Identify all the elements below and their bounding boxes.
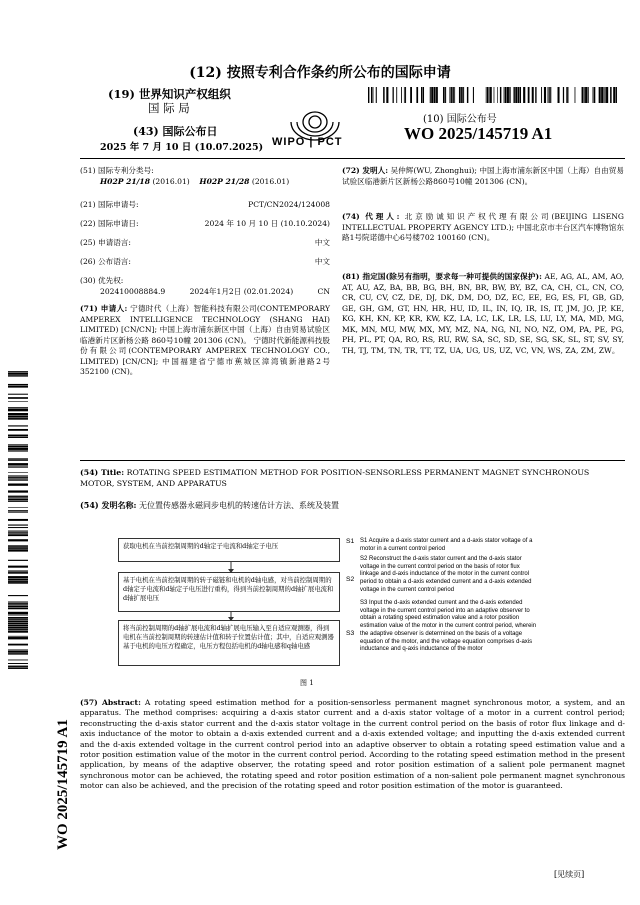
app-no-row [80,200,330,211]
applicant-section [80,304,330,378]
pub-number: WO 2025/145719 A1 [404,124,553,143]
divider [80,158,625,159]
barcode-bar [8,507,28,508]
applicant-text: 宁德时代（上海）智能科技有限公司(CONTEMPORARY AMPEREX INTELLIGENCE TECHNOLOGY (SHANG HAI) LIMITED) [CN/CN]; 中国上海市浦东新区中国（上海）自由贸易试验区临港新片区新杨公路 860号10幢 201306 (CN)。 宁德时代新能源科技股份有限公司(CONTEMPORARY AMPEREX TECHNOLOGY CO., LIMITED) [CN/CN]; 中国福建省宁德市蕉城区漳湾镇新港路2号 352100 (CN)。 [80,304,330,376]
barcode-bar [459,87,461,103]
barcode-bar [567,87,568,103]
filing-lang-row [80,238,330,249]
app-no: PCT/CN2024/124008 [248,200,330,209]
barcode-bar [8,466,28,467]
title-cn-text: 无位置传感器永磁同步电机的转速估计方法、系统及装置 [139,501,339,510]
barcode-side [8,370,28,670]
barcode-bar [8,490,28,492]
barcode-bar [8,533,28,534]
figure-caption: 图 1 [300,679,314,687]
barcode-bar [8,612,28,614]
barcode-bar [594,87,596,103]
barcode-bar [500,87,501,103]
barcode-bar [8,375,28,376]
barcode-bar [8,499,28,501]
barcode-bar [8,401,28,402]
agent-label: (74) 代理人: [342,212,400,221]
inventor-section [342,166,624,187]
priority-date: 2024年1月2日 (02.01.2024) [189,286,294,296]
barcode-bar [8,651,28,653]
step-label-s2: S2 [346,576,355,583]
flow-step-3 [118,620,340,666]
flow-step-3-text: 将当前控制周期的d轴扩展电流和d轴扩展电压输入至自适应观测器，得到电机在当前控制周期的转速估计值和转子位置估计值；其中，自适应观测器基于电机的电压方程确定，电压方程包括电机的d轴电感和q轴电感 [123,624,334,650]
barcode-bar [8,446,28,447]
flow-step-2-text: 基于电机在当前控制周期的转子磁链和电机的d轴电感，对当前控制周期的d轴定子电流和d轴定子电压进行重构，得到当前控制周期的d轴扩展电流和d轴扩展电压 [123,576,334,602]
barcode-bar [563,87,564,103]
barcode-bar [487,87,488,103]
barcode-bar [8,501,28,502]
barcode-bar [373,87,374,103]
barcode-bar [8,595,28,596]
barcode-bar [467,87,468,103]
barcode-bar [8,407,28,408]
barcode-bar [421,87,422,103]
barcode-bar [513,87,514,103]
barcode-bar [507,87,509,103]
barcode-bar [443,87,445,103]
filing-row [80,219,330,230]
barcode-bar [606,87,608,103]
barcode-bar [8,386,28,388]
barcode-bar [8,604,28,605]
designated-text: AE, AG, AL, AM, AO, AT, AU, AZ, BA, BB, BG, BH, BN, BR, BW, BY, BZ, CA, CH, CL, CN, CO, CR, CU, CV, CZ, DE, DJ, DK, DM, DO, DZ, EC, EE, EG, ES, FI, GB, GD, GE, GH, GM, GT, HN, HR, HU, ID, IL, IN, IQ, IR, IS, IT, JM, JO, JP, KE, KG, KH, KN, KP, KR, KW, KZ, LA, LC, LK, LR, LS, LU, LY, MA, MD, MG, MK, MN, MU, MW, MX, MY, MZ, NA, NG, NI, NO, NZ, OM, PA, PE, PG, PH, PL, PT, QA, RO, RS, RU, RW, SA, SC, SD, SE, SG, SK, SL, ST, SV, SY, TH, TJ, TM, TN, TR, TT, TZ, UA, UG, US, UZ, VC, VN, WS, ZA, ZM, ZW。 [342,272,624,355]
barcode-bar [410,87,412,103]
barcode-bar [461,87,463,103]
barcode-bar [8,519,28,521]
barcode-bar [488,87,489,103]
barcode-bar [434,87,436,103]
title-cn [80,500,625,511]
barcode-bar [494,87,495,103]
barcode-bar [8,458,28,459]
designated-label: (81) 指定国(除另有指明，要求每一种可提供的国家保护): [342,272,542,281]
barcode-bar [8,479,28,480]
barcode-bar [8,413,28,415]
continued-label: [见续页] [554,870,585,879]
barcode-bar [8,663,28,664]
barcode-bar [8,524,28,525]
barcode-bar [588,87,589,103]
barcode-bar [8,570,28,571]
barcode-bar [8,496,28,497]
barcode-bar [601,87,603,103]
barcode-bar [8,545,28,547]
barcode-bar [8,666,28,667]
barcode-bar [431,87,433,103]
barcode-bar [549,87,550,103]
barcode-bar [454,87,455,103]
barcode-bar [575,87,576,103]
barcode-bar [8,371,28,372]
barcode-bar [8,576,28,578]
barcode-bar [8,617,28,619]
barcode-bar [8,603,28,604]
barcode-bar [8,623,28,624]
title-cn-label: (54) 发明名称: [80,500,137,510]
org-name: (19) 世界知识产权组织 [108,87,231,101]
barcode-bar [368,87,369,103]
barcode-bar [535,87,536,103]
barcode-bar [8,463,28,465]
barcode-bar [486,87,487,103]
barcode-bar [8,566,28,568]
barcode-bar [558,87,560,103]
org-bureau: 国 际 局 [148,101,190,115]
barcode-bar [8,602,28,603]
barcode-bar [8,560,28,561]
title-en [80,467,625,489]
barcode-bar [497,87,498,103]
barcode-bar [490,87,492,103]
pub-date-label: (43) 国际公布日 [133,125,218,138]
barcode-bar [541,87,542,103]
barcode-bar [8,409,28,411]
barcode-bar [8,527,28,528]
document-title: (12) 按照专利合作条约所公布的国际申请 [189,65,451,81]
barcode-bar [436,87,438,103]
barcode-bar [8,547,28,549]
barcode-bar [8,384,28,385]
barcode-bar [452,87,454,103]
agent-text: 北京励诚知识产权代理有限公司(BEIJING LISENG INTELLECTUAL PROPERTY AGENCY LTD.); 中国北京市丰台区汽车博物馆东路1号院诺德中心6号楼702 100160 (CN)。 [342,212,624,242]
barcode-bar [8,510,28,511]
ipc-class-2-date: (2016.01) [251,176,290,186]
barcode-bar [8,394,28,395]
barcode-bar [423,87,424,103]
barcode-bar [416,87,418,103]
barcode-bar [8,549,28,551]
step-desc-s1: S1 Acquire a d-axis stator current and a d-axis stator voltage of a motor in a current control period [360,538,533,552]
barcode-bar [449,87,450,103]
barcode-bar [8,636,28,637]
barcode-bar [532,87,534,103]
step-label-s3: S3 [346,630,355,637]
barcode-bar [8,667,28,669]
barcode-bar [8,429,28,431]
barcode-bar [8,539,28,541]
applicant-label: (71) 申请人: [80,304,128,313]
barcode-bar [518,87,519,103]
barcode-bar [8,418,28,420]
barcode-bar [593,87,594,103]
priority-section [80,276,330,297]
abstract-label: (57) Abstract: [80,698,141,707]
barcode-bar [8,531,28,532]
barcode-bar [8,450,28,451]
barcode-bar [528,87,530,103]
app-no-label: (21) 国际申请号: [80,200,139,209]
barcode-bar [8,483,28,485]
priority-country: CN [317,286,330,296]
barcode-bar [8,579,28,581]
barcode-bar [548,87,549,103]
barcode-bar [8,436,28,438]
barcode-bar [8,581,28,583]
barcode-bar [585,87,587,103]
filing-lang: 中文 [314,238,330,247]
barcode-bar [8,608,28,609]
barcode-bar [8,373,28,375]
barcode-bar [8,629,28,630]
barcode-top [368,87,618,103]
title-label: (54) Title: [80,468,125,477]
barcode-bar [401,87,402,103]
barcode-bar [8,644,28,646]
barcode-bar [8,605,28,607]
barcode-bar [8,653,28,654]
barcode-bar [371,87,372,103]
filing-lang-label: (25) 申请语言: [80,238,131,247]
barcode-bar [599,87,601,103]
barcode-bar [393,87,394,103]
pub-lang-label: (26) 公布语言: [80,257,131,266]
barcode-bar [613,87,615,103]
pub-date: 2025 年 7 月 10 日 (10.07.2025) [100,142,264,153]
ipc-class-2: H02P 21/28 [199,176,250,186]
barcode-bar [8,467,28,468]
barcode-bar [8,416,28,418]
barcode-bar [396,87,397,103]
barcode-bar [582,87,584,103]
barcode-bar [523,87,525,103]
ipc-class-1: H02P 21/18 [100,176,151,186]
filing-date: 2024 年 10 月 10 日 (10.10.2024) [204,219,330,228]
barcode-bar [8,512,28,513]
barcode-bar [430,87,431,103]
barcode-bar [515,87,517,103]
pub-lang-row [80,257,330,268]
barcode-bar [509,87,510,103]
barcode-bar [8,435,28,436]
flow-arrows [225,560,237,622]
barcode-bar [8,572,28,574]
barcode-bar [8,397,28,399]
flow-step-1 [118,538,340,562]
barcode-bar [451,87,452,103]
barcode-bar [8,475,28,476]
barcode-bar [463,87,464,103]
ipc-section [80,166,330,187]
barcode-bar [544,87,546,103]
side-pub-number: WO 2025/145719 A1 [55,719,71,850]
barcode-bar [383,87,384,103]
barcode-bar [8,624,28,626]
barcode-bar [584,87,585,103]
barcode-bar [8,660,28,661]
barcode-bar [8,476,28,477]
title-text: ROTATING SPEED ESTIMATION METHOD FOR POSITION-SENSORLESS PERMANENT MAGNET SYNCHRONOUS MOTOR, SYSTEM, AND APPARATUS [80,468,590,488]
pub-lang: 中文 [314,257,330,266]
step-label-s1: S1 [346,538,355,545]
barcode-bar [603,87,604,103]
barcode-bar [8,619,28,620]
barcode-bar [616,87,617,103]
barcode-bar [404,87,405,103]
agent-section [342,212,624,244]
barcode-bar [8,472,28,473]
divider [80,460,625,461]
inventor-label: (72) 发明人: [342,166,389,175]
barcode-bar [610,87,611,103]
barcode-bar [8,649,28,650]
ipc-label: (51) 国际专利分类号: [80,166,154,175]
barcode-bar [8,448,28,450]
barcode-bar [550,87,551,103]
priority-no: 202410008884.9 [100,286,166,296]
barcode-bar [8,620,28,622]
flow-step-1-text: 获取电机在当前控制周期的d轴定子电流和d轴定子电压 [123,542,279,550]
inventor-text: 吴仲辉(WU, Zhonghui); 中国上海市浦东新区中国（上海）自由贸易试验区临港新片区新杨公路860号10幢 201306 (CN)。 [342,166,624,186]
abstract [80,698,625,792]
ipc-class-1-date: (2016.01) [152,176,190,186]
filing-label: (22) 国际申请日: [80,219,139,228]
abstract-text: A rotating speed estimation method for a position-sensorless permanent magnet synchronous motor, a system, and an apparatus. The method comprises: acquiring a d-axis stator current and a d-axis stator voltage of a motor in a current control period; reconstructing the d-axis stator current and the d-axis stator voltage in the current control period on the basis of rotor flux linkage and d-axis inductance of the motor to obtain a d-axis extended current and a d-axis extended voltage; and inputting the d-axis extended current and the d-axis extended voltage in the current control period into an adaptive observer to obtain a rotating speed estimation value and a rotor position estimation value of the motor in the current control period. According to the rotating speed estimation method in the present application, by means of the adaptive observer, the rotating speed and rotor position estimation of a salient pole permanent magnet synchronous motor can be achieved, the rotating speed and rotor position estimation of a non-salient pole permanent magnet synchronous motor can also be achieved, and the precision of the rotating speed and rotor position estimation of the motor is guaranteed. [80,698,625,791]
barcode-bar [8,614,28,615]
barcode-bar [386,87,388,103]
step-desc-s3: S3 Input the d-axis extended current and the d-axis extended voltage in the current control period into an adaptive observer to obtain a rotating speed estimation value and a rotor position estimation value of the motor in the current control period, wherein the adaptive observer is determined on the basis of a voltage equation of the motor, and the voltage equation comprises d-axis inductance and q-axis inductance of the motor [360,600,537,653]
barcode-bar [605,87,606,103]
barcode-bar [8,444,28,445]
step-desc-s2: S2 Reconstruct the d-axis stator current and the d-axis stator voltage in the current control period on the basis of rotor flux linkage and d-axis inductance of the motor in the current control period to obtain a d-axis extended current and a d-axis extended voltage in the current control period [360,556,532,593]
barcode-bar [8,532,28,533]
barcode-bar [445,87,446,103]
barcode-bar [504,87,505,103]
barcode-bar [8,534,28,536]
barcode-bar [8,460,28,461]
pub-no-label: (10) 国际公布号 [423,114,497,125]
barcode-bar [405,87,406,103]
barcode-bar [8,631,28,633]
logo-text: WIPO | PCT [272,136,343,148]
barcode-bar [8,478,28,479]
barcode-bar [376,87,377,103]
barcode-bar [8,637,28,639]
priority-label: (30) 优先权: [80,276,124,285]
barcode-bar [8,497,28,498]
barcode-bar [519,87,521,103]
barcode-bar [8,583,28,584]
barcode-bar [566,87,567,103]
barcode-bar [473,87,474,103]
barcode-bar [505,87,507,103]
barcode-bar [8,626,28,628]
barcode-bar [8,425,28,426]
designated-section [342,272,624,356]
